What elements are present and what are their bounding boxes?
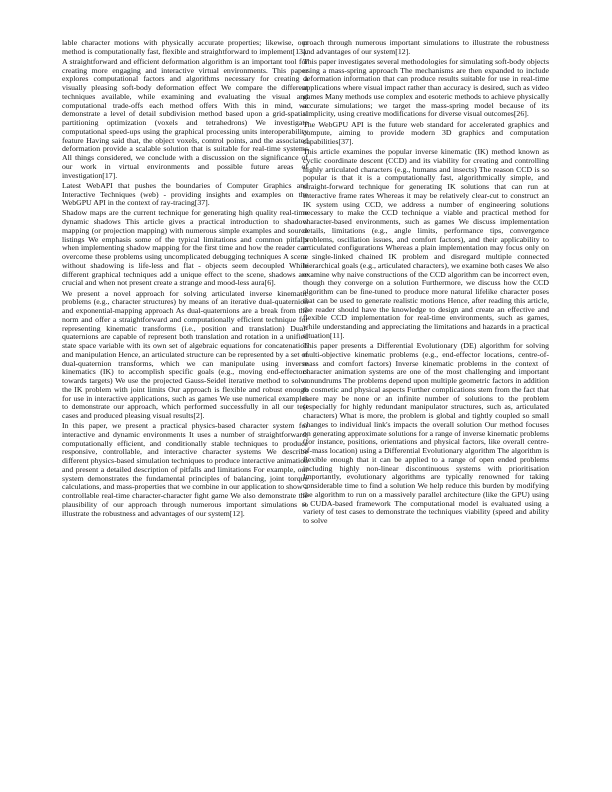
left-paragraph-4: Shadow maps are the current technique for generating high quality real-time dynamic shadows This article gives a practical introduction to shadow mapping (or projection mapping) with numerous simple examples and source listings We emphasis some of the typical limitations and common pitfalls when implementing shadow mapping for the first time and how the reader can overcome these problems using uncomplicated debugging techniques A scene without shadowing is life-less and flat - objects seem decoupled While different graphical techniques add a unique effect to the scene, shadows are crucial and when not present create a strange and mood-less aura[6].	[62, 208, 308, 288]
left-column	[62, 39, 308, 771]
right-column	[303, 39, 549, 771]
left-paragraph-2: A straightforward and efficient deformation algorithm is an important tool for creating more engaging and interactive virtual environments. This paper explores computational factors and algorithms necessary for creating a visually pleasing soft-body deformation effect We compare the different techniques available, while examining and evaluating the visual and computational trade-offs each method offers With this in mind, we demonstrate a level of detail subdivision method based upon a grid-spatial partitioning optimization (voxels and tetrahedrons) We investigate computational speed-ups using the graphical processing units interoperability feature Having said that, the object voxels, control points, and the associated deformation provide a scalable solution that is suitable for real-time systems All things considered, we conclude with a discussion on the significance of our work in virtual environments and possible future areas of investigation[17].	[62, 56, 308, 180]
right-paragraph-1: proach through numerous important simulations to illustrate the robustness and advantages of our system[12].	[303, 39, 549, 56]
left-paragraph-1: lable character motions with physically accurate properties; likewise, our method is computationally fast, flexible and straightforward to implement[13].	[62, 39, 308, 56]
right-paragraph-3: The WebGPU API is the future web standard for accelerated graphics and compute, aiming to provide modern 3D graphics and computation capabilities[37].	[303, 119, 549, 147]
left-paragraph-5: We present a novel approach for solving articulated inverse kinematic problems (e.g., character structures) by means of an iterative dual-quaternion and exponential-mapping approach As dual-quaternions are a break from the norm and offer a straightforward and computationally efficient technique for representing kinematic transforms (i.e., position and translation) Dual-quaternions are capable of represent both translation and rotation in a unified state space variable with its own set of algebraic equations for concatenation and manipulation Hence, an articulated structure can be represented by a set of dual-quaternion transforms, which we can manipulate using inverse kinematics (IK) to accomplish specific goals (e.g., moving end-effectors towards targets) We use the projected Gauss-Seidel iterative method to solve the IK problem with joint limits Our approach is flexible and robust enough for use in interactive applications, such as games We use numerical examples to demonstrate our approach, which performed successfully in all our test cases and produced pleasing visual results[2].	[62, 288, 308, 421]
left-paragraph-3: Latest WebAPI that pushes the boundaries of Computer Graphics and Interactive Techniques (web) - providing insights and examples on the WebGPU API in the context of ray-tracing[37].	[62, 180, 308, 208]
right-paragraph-2: This paper investigates several methodologies for simulating soft-body objects using a mass-spring approach The mechanisms are then expanded to include deformation information that can produce results suitable for use in real-time applications where visual impact rather than accuracy is desired, such as video games Many methods use complex and esoteric methods to achieve physically accurate simulations; we target the mass-spring model because of its simplicity, using creative modifications for diverse visual outcomes[26].	[303, 56, 549, 119]
right-paragraph-4: This article examines the popular inverse kinematic (IK) method known as cyclic coordinate descent (CCD) and its viability for creating and controlling highly articulated characters (e.g., humans and insects) The reason CCD is so popular is that it is a computationally fast, algorithmically simple, and straight-forward technique for generating IK solutions that can run at interactive frame rates Whereas it may be relatively clear-cut to construct an IK system using CCD, we address a number of engineering solutions necessary to make the CCD technique a viable and practical method for character-based environments, such as games We discuss implementation details, limitations (e.g., angle limits, performance tips, convergence problems, oscillation issues, and comfort factors), and their applicability to articulated configurations Whereas a plain implementation may focus only on a single-linked chained IK problem and disregard multiple connected hierarchical goals (e.g., articulated characters), we examine both cases We also examine why naive constructions of the CCD algorithm can be incorrect even, though they converge on a solution Furthermore, we discuss how the CCD algorithm can be fine-tuned to produce more natural lifelike character poses that can be used to generate realistic motions Hence, after reading this article, the reader should have the knowledge to design and create an effective and flexible CCD implementation for real-time environments, such as games, while understanding and appreciating the limitations and hazards in a practical situation[11].	[303, 147, 549, 340]
right-paragraph-5: This paper presents a Differential Evolutionary (DE) algorithm for solving multi-objective kinematic problems (e.g., end-effector locations, centre-of-mass and comfort factors) Inverse kinematic problems in the context of character animation systems are one of the most challenging and important conundrums The problems depend upon multiple geometric factors in addition to cosmetic and physical aspects Further complications stem from the fact that there may be none or an infinite number of solutions to the problem (especially for highly redundant manipulator structures, such as, articulated characters) What is more, the problem is global and tightly coupled so small changes to individual link's impacts the overall solution Our method focuses on generating approximate solutions for a range of inverse kinematic problems (for instance, positions, orientations and physical factors, like overall centre-of-mass location) using a Differential Evolutionary algorithm The algorithm is flexible enough that it can be applied to a range of open ended problems including highly non-linear discontinuous systems with prioritisation Importantly, evolutionary algorithms are typically renowned for taking considerable time to find a solution We help reduce this burden by modifying the algorithm to run on a massively parallel architecture (like the GPU) using a CUDA-based framework The computational model is evaluated using a variety of test cases to demonstrate the techniques viability (speed and ability to solve	[303, 341, 549, 526]
left-paragraph-6: In this paper, we present a practical physics-based character system for interactive and dynamic environments It uses a number of straightforward, computationally efficient, and conditionally stable techniques to produce responsive, controllable, and interactive character systems We describe different physics-based simulation techniques to produce interactive animation and present a detailed description of pitfalls and limitations For example, our system demonstrates the fundamental principles of balancing, joint torque calculations, and mass-properties that we combine in our application to show a controllable real-time character-character fight game We also demonstrate the plausibility of our approach through numerous important simulations to illustrate the robustness and advantages of our system[12].	[62, 421, 308, 518]
